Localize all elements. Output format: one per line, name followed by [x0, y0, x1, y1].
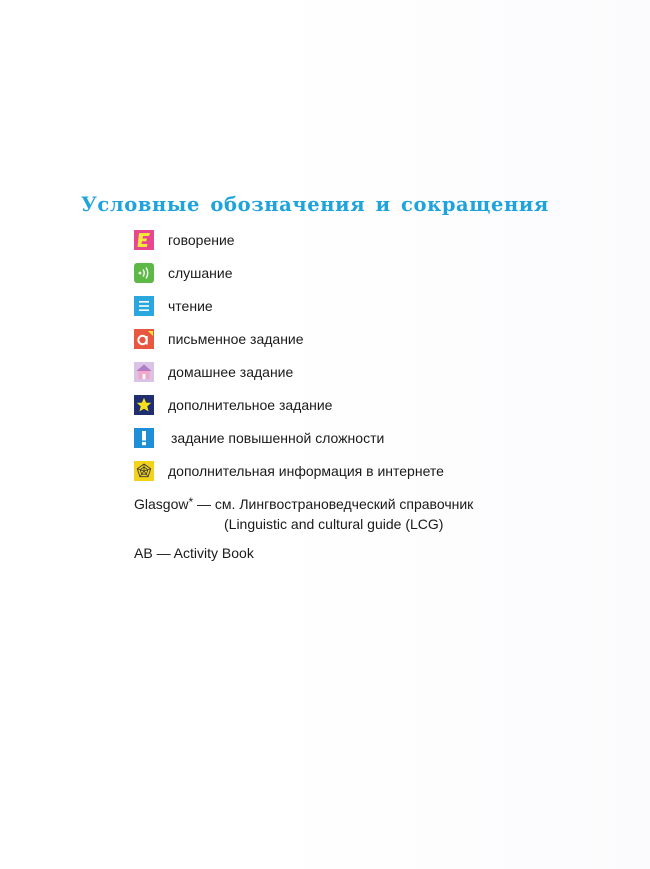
abbreviation-definition: — см. Лингвострановедческий справочник [193, 496, 474, 512]
web-icon [134, 461, 154, 481]
legend-item-hard-task [134, 428, 444, 461]
abbreviation-term: Glasgow [134, 496, 189, 512]
legend-item-homework [134, 362, 444, 395]
legend-item-speaking [134, 230, 444, 263]
star-icon [134, 395, 154, 415]
legend-label: говорение [168, 232, 235, 248]
legend-label: дополнительное задание [168, 397, 333, 413]
legend-item-internet [134, 461, 444, 494]
legend-label: домашнее задание [168, 364, 294, 380]
writing-icon [134, 329, 154, 349]
exclamation-icon [134, 428, 154, 448]
page-title: Условные обозначения и сокращения [81, 193, 549, 216]
legend-list [134, 230, 444, 494]
legend-item-reading [134, 296, 444, 329]
homework-icon [134, 362, 154, 382]
legend-label: задание повышенной сложности [171, 430, 385, 446]
legend-label: слушание [168, 265, 233, 281]
legend-item-extra-task [134, 395, 444, 428]
abbreviation-glasgow [134, 495, 473, 534]
speaking-icon [134, 230, 154, 250]
legend-label: письменное задание [168, 331, 304, 347]
legend-item-writing [134, 329, 444, 362]
abbreviation-definition-continued: (Linguistic and cultural guide (LCG) [224, 516, 444, 532]
legend-label: дополнительная информация в интернете [168, 463, 444, 479]
legend-label: чтение [168, 298, 213, 314]
reading-icon [134, 296, 154, 316]
legend-item-listening [134, 263, 444, 296]
footnote-mark: * [188, 495, 194, 509]
listening-icon [134, 263, 154, 283]
abbreviation-ab: AB — Activity Book [134, 545, 254, 561]
